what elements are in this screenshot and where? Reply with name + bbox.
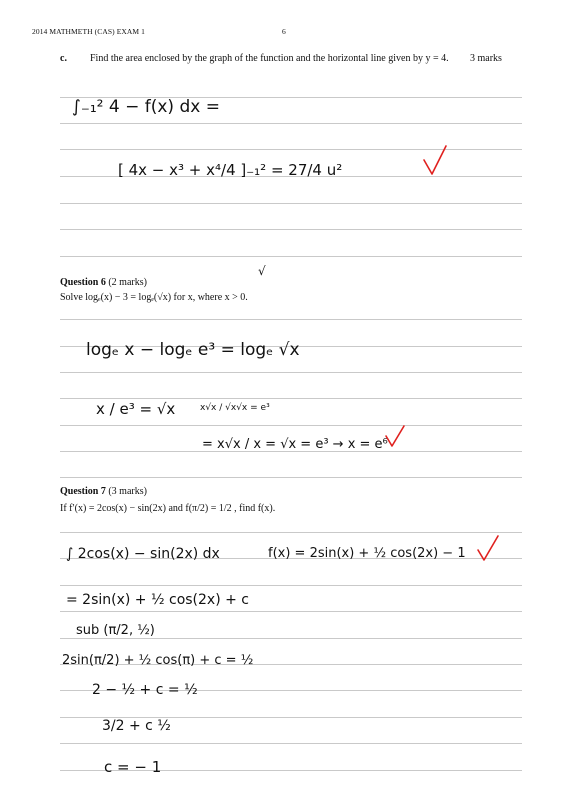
hw-q6-line2: x / e³ = √x <box>96 400 176 418</box>
hw-stray-mark: √ <box>258 264 266 278</box>
hw-q6-line1: logₑ x − logₑ e³ = logₑ √x <box>86 340 300 360</box>
q7-prompt: If f′(x) = 2cos(x) − sin(2x) and f(π/2) = 1/2 , find f(x). <box>60 503 276 514</box>
hw-q7-line6: 3/2 + c ½ <box>102 718 171 734</box>
part-c-marks: 3 marks <box>470 53 502 64</box>
part-c-question: Find the area enclosed by the graph of the function and the horizontal line given by y = 4. <box>90 53 449 64</box>
q7-marks: (3 marks) <box>108 486 147 497</box>
hw-q7-line5: 2 − ½ + c = ½ <box>92 682 198 698</box>
hw-q7-line1: ∫ 2cos(x) − sin(2x) dx <box>66 546 220 562</box>
tick-mark-q7 <box>478 536 498 560</box>
hw-c-line1: ∫₋₁² 4 − f(x) dx = <box>72 97 220 117</box>
page-number: 6 <box>282 27 286 36</box>
hw-q7-line2: = 2sin(x) + ½ cos(2x) + c <box>66 592 250 608</box>
q7-title: Question 7 <box>60 486 106 497</box>
hw-q7-answer: f(x) = 2sin(x) + ½ cos(2x) − 1 <box>268 546 466 561</box>
q6-title: Question 6 <box>60 277 106 288</box>
q6-marks: (2 marks) <box>108 277 147 288</box>
exam-header: 2014 MATHMETH (CAS) EXAM 1 <box>32 27 146 36</box>
tick-mark-q6 <box>386 426 404 446</box>
hw-q7-line4: 2sin(π/2) + ½ cos(π) + c = ½ <box>62 653 254 668</box>
hw-c-line2: [ 4x − x³ + x⁴/4 ]₋₁² = 27/4 u² <box>118 161 343 179</box>
hw-q6-side: x√x / √x√x = e³ <box>200 403 270 413</box>
hw-q6-line3: = x√x / x = √x = e³ → x = e⁶ <box>202 437 388 452</box>
hw-q7-line7: c = − 1 <box>104 758 162 776</box>
part-c-label: c. <box>60 53 67 64</box>
hw-q7-line3: sub (π/2, ½) <box>76 623 155 638</box>
tick-mark-c <box>424 146 446 174</box>
q6-prompt: Solve logₑ(x) − 3 = logₑ(√x) for x, where x > 0. <box>60 292 248 303</box>
